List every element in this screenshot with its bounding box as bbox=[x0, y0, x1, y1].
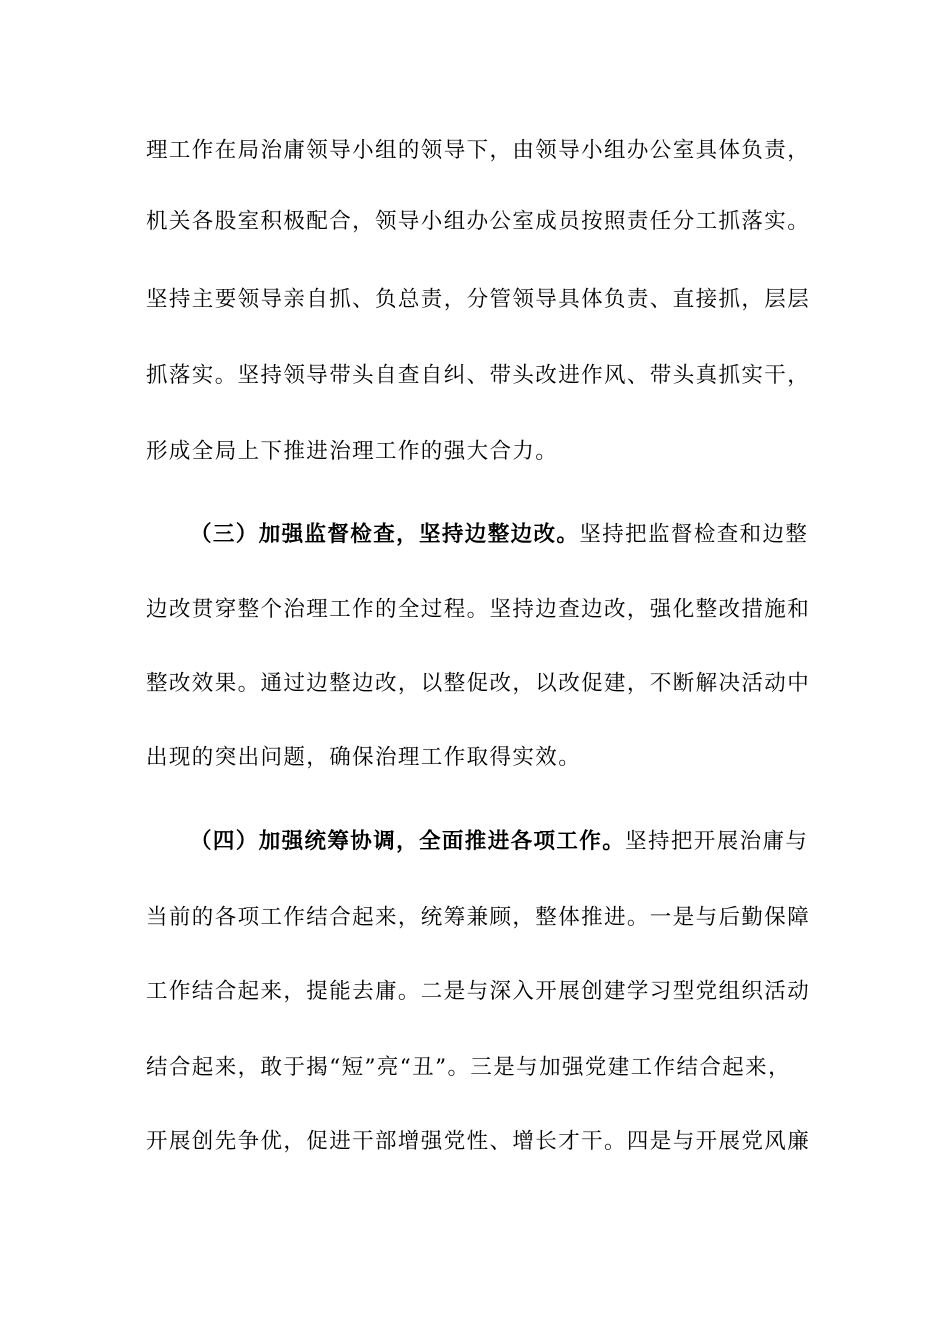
text-line bbox=[190, 515, 870, 555]
text-line: 抓落实。坚持领导带头自查自纠、带头改进作风、带头真抓实干， bbox=[146, 363, 811, 388]
text-line: 开展创先争优，促进干部增强党性、增长才干。四是与开展党风廉 bbox=[146, 1129, 811, 1154]
text-line bbox=[190, 822, 870, 862]
section-text: 坚持把开展治庸与 bbox=[625, 829, 809, 854]
text-line: 结合起来，敢于揭“短”亮“丑”。三是与加强党建工作结合起来， bbox=[146, 1055, 791, 1080]
section-heading-4: （四）加强统筹协调，全面推进各项工作。 bbox=[190, 829, 626, 854]
text-line: 工作结合起来，提能去庸。二是与深入开展创建学习型党组织活动 bbox=[146, 979, 811, 1004]
section-text: 坚持把监督检查和边整 bbox=[579, 522, 809, 547]
text-line: 坚持主要领导亲自抓、负总责，分管领导具体负责、直接抓，层层 bbox=[146, 287, 811, 312]
text-line: 机关各股室积极配合，领导小组办公室成员按照责任分工抓落实。 bbox=[146, 209, 811, 234]
text-line: 理工作在局治庸领导小组的领导下，由领导小组办公室具体负责， bbox=[146, 138, 811, 163]
text-line: 边改贯穿整个治理工作的全过程。坚持边查边改，强化整改措施和 bbox=[146, 597, 811, 622]
text-line: 形成全局上下推进治理工作的强大合力。 bbox=[146, 439, 559, 464]
section-heading-3: （三）加强监督检查，坚持边整边改。 bbox=[190, 522, 580, 547]
text-line: 当前的各项工作结合起来，统筹兼顾，整体推进。一是与后勤保障 bbox=[146, 905, 811, 930]
text-line: 出现的突出问题，确保治理工作取得实效。 bbox=[146, 745, 582, 770]
text-line: 整改效果。通过边整边改，以整促改，以改促建，不断解决活动中 bbox=[146, 671, 811, 696]
